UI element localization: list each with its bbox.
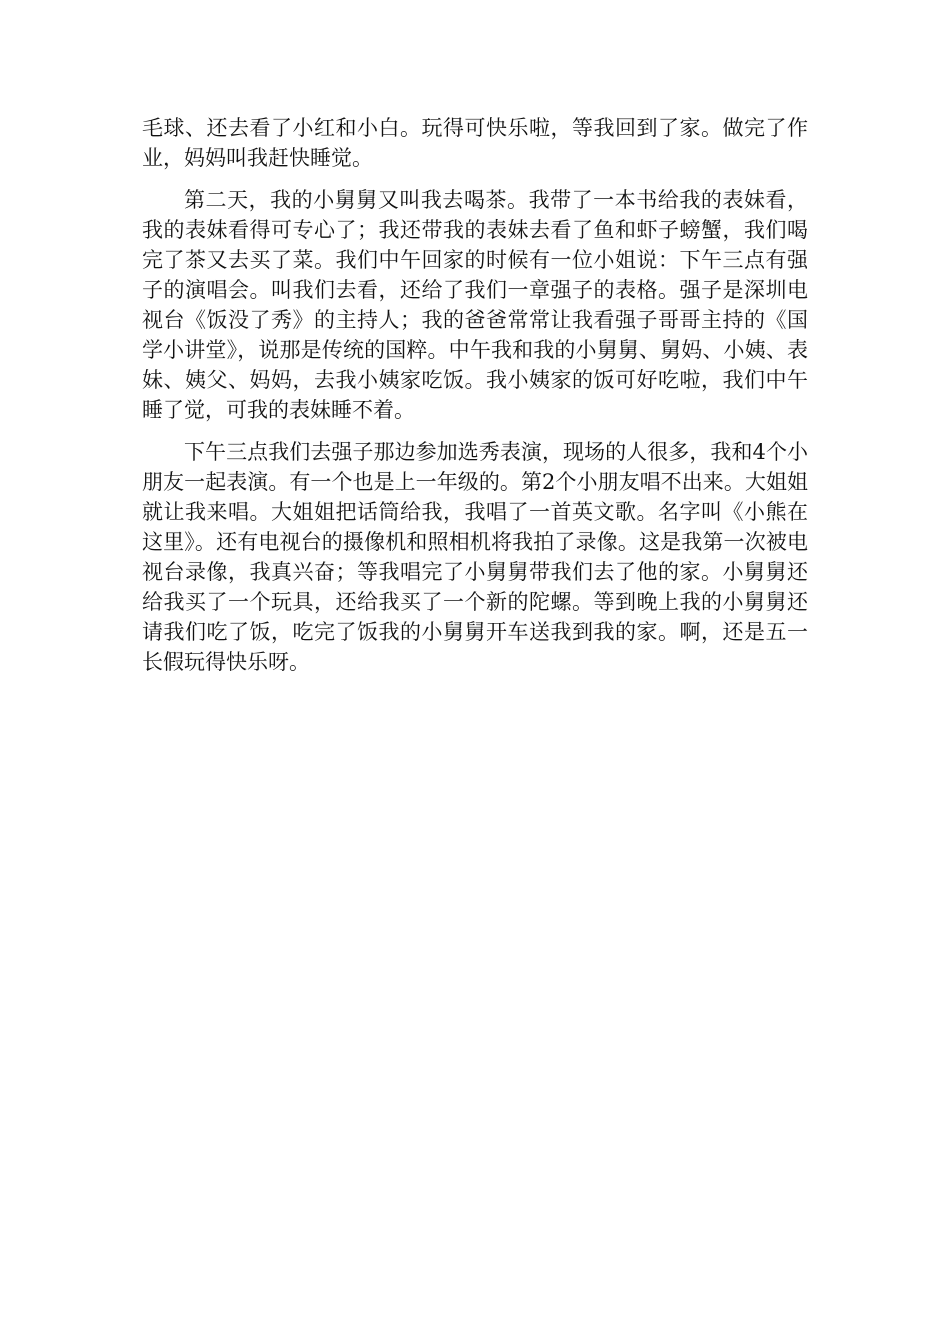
document-body: [142, 113, 808, 689]
paragraph-1: 毛球、还去看了小红和小白。玩得可快乐啦，等我回到了家。做完了作业，妈妈叫我赶快睡觉。: [142, 116, 808, 170]
paragraph-2: 第二天，我的小舅舅又叫我去喝茶。我带了一本书给我的表妹看，我的表妹看得可专心了；我还带我的表妹去看了鱼和虾子螃蟹，我们喝完了茶又去买了菜。我们中午回家的时候有一位小姐说：下午三点有强子的演唱会。叫我们去看，还给了我们一章强子的表格。强子是深圳电视台《饭没了秀》的主持人；我的爸爸常常让我看强子哥哥主持的《国学小讲堂》，说那是传统的国粹。中午我和我的小舅舅、舅妈、小姨、表妹、姨父、妈妈，去我小姨家吃饭。我小姨家的饭可好吃啦，我们中午睡了觉，可我的表妹睡不着。: [142, 188, 808, 422]
paragraph-3: 下午三点我们去强子那边参加选秀表演，现场的人很多，我和4个小朋友一起表演。有一个也是上一年级的。第2个小朋友唱不出来。大姐姐就让我来唱。大姐姐把话筒给我，我唱了一首英文歌。名字叫《小熊在这里》。还有电视台的摄像机和照相机将我拍了录像。这是我第一次被电视台录像，我真兴奋；等我唱完了小舅舅带我们去了他的家。小舅舅还给我买了一个玩具，还给我买了一个新的陀螺。等到晚上我的小舅舅还请我们吃了饭，吃完了饭我的小舅舅开车送我到我的家。啊，还是五一长假玩得快乐呀。: [142, 440, 808, 674]
